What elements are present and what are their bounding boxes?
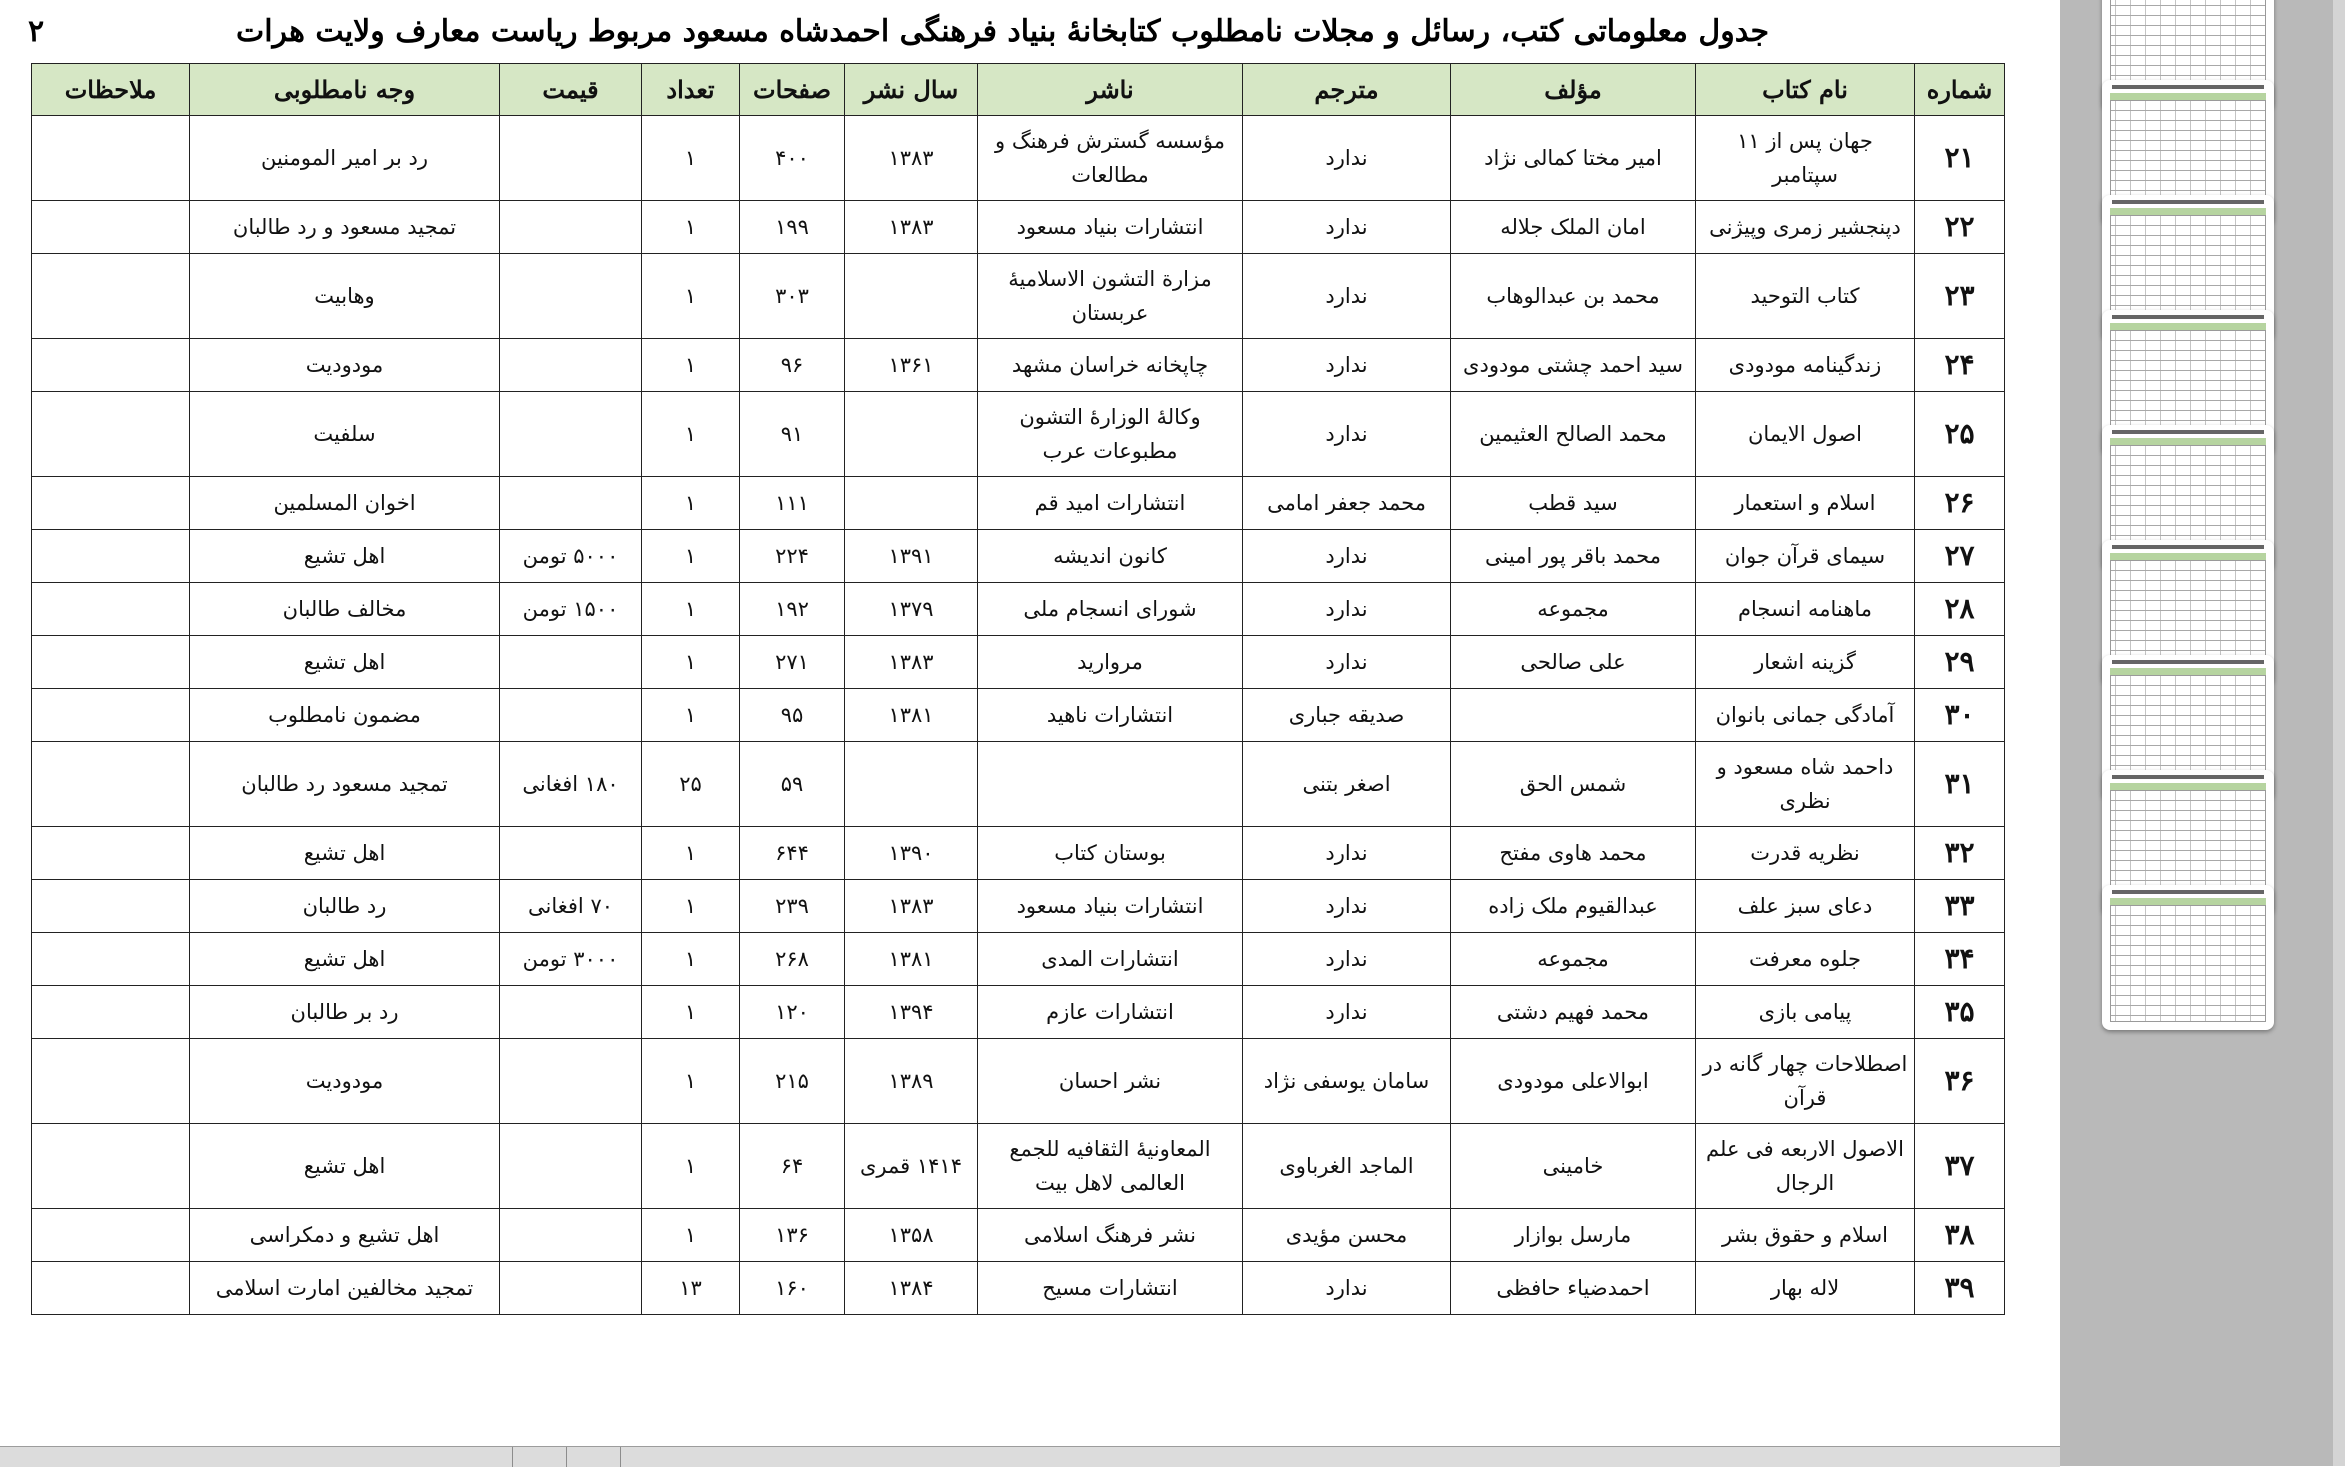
books-table [31, 63, 2005, 1315]
cell-number: ۳۱ [1915, 742, 2005, 827]
cell-publisher: انتشارات بنیاد مسعود [978, 880, 1243, 933]
cell-reason: رد بر طالبان [190, 986, 500, 1039]
table-row [32, 116, 2005, 201]
cell-number: ۲۱ [1915, 116, 2005, 201]
cell-count: ۱ [642, 116, 740, 201]
cell-publisher: چاپخانه خراسان مشهد [978, 339, 1243, 392]
cell-count: ۱ [642, 880, 740, 933]
cell-pages: ۱۶۰ [740, 1262, 845, 1315]
cell-pages: ۱۹۲ [740, 583, 845, 636]
cell-book-name: الاصول الاربعه فی علم الرجال [1696, 1124, 1915, 1209]
cell-author: احمدضیاء حافظی [1451, 1262, 1696, 1315]
cell-pages: ۱۹۹ [740, 201, 845, 254]
page-number: ۲ [28, 14, 45, 49]
header-year: سال نشر [845, 64, 978, 116]
cell-price: ۷۰ افغانی [500, 880, 642, 933]
thumbnail-header-band [2110, 208, 2266, 215]
status-bar [0, 1446, 2060, 1467]
cell-year: ۱۳۸۴ [845, 1262, 978, 1315]
cell-count: ۱ [642, 583, 740, 636]
thumbnail-title-line [2112, 200, 2264, 204]
cell-translator: اصغر بتنی [1243, 742, 1451, 827]
cell-reason: اهل تشیع [190, 933, 500, 986]
cell-pages: ۲۲۴ [740, 530, 845, 583]
cell-notes [32, 392, 190, 477]
cell-pages: ۲۷۱ [740, 636, 845, 689]
cell-reason: اهل تشیع و دمکراسی [190, 1209, 500, 1262]
table-row [32, 254, 2005, 339]
cell-notes [32, 986, 190, 1039]
thumbnail-title-line [2112, 660, 2264, 664]
cell-book-name: اسلام و حقوق بشر [1696, 1209, 1915, 1262]
cell-number: ۳۶ [1915, 1039, 2005, 1124]
cell-author: سید قطب [1451, 477, 1696, 530]
cell-translator: ندارد [1243, 116, 1451, 201]
cell-count: ۱ [642, 477, 740, 530]
cell-reason: اهل تشیع [190, 530, 500, 583]
cell-count: ۱ [642, 339, 740, 392]
cell-reason: اهل تشیع [190, 1124, 500, 1209]
cell-reason: مخالف طالبان [190, 583, 500, 636]
cell-pages: ۲۱۵ [740, 1039, 845, 1124]
cell-notes [32, 689, 190, 742]
cell-count: ۱ [642, 827, 740, 880]
cell-notes [32, 254, 190, 339]
cell-author: شمس الحق [1451, 742, 1696, 827]
cell-pages: ۲۳۹ [740, 880, 845, 933]
table-row [32, 339, 2005, 392]
thumbnail-header-band [2110, 668, 2266, 675]
cell-publisher: انتشارات مسیح [978, 1262, 1243, 1315]
thumbnail-header-band [2110, 323, 2266, 330]
cell-number: ۳۹ [1915, 1262, 2005, 1315]
cell-notes [32, 583, 190, 636]
table-row [32, 477, 2005, 530]
cell-publisher: بوستان کتاب [978, 827, 1243, 880]
cell-publisher: نشر فرهنگ اسلامی [978, 1209, 1243, 1262]
cell-notes [32, 530, 190, 583]
header-pages: صفحات [740, 64, 845, 116]
cell-reason: تمجید مسعود رد طالبان [190, 742, 500, 827]
cell-count: ۱ [642, 1124, 740, 1209]
cell-book-name: دعای سبز علف [1696, 880, 1915, 933]
cell-translator: محمد جعفر امامی [1243, 477, 1451, 530]
cell-translator: محسن مؤیدی [1243, 1209, 1451, 1262]
cell-author: مجموعه [1451, 583, 1696, 636]
cell-author: سید احمد چشتی مودودی [1451, 339, 1696, 392]
cell-price [500, 986, 642, 1039]
cell-notes [32, 1209, 190, 1262]
cell-price [500, 477, 642, 530]
cell-book-name: اسلام و استعمار [1696, 477, 1915, 530]
cell-notes [32, 933, 190, 986]
cell-translator: ندارد [1243, 339, 1451, 392]
cell-book-name: پیامی بازی [1696, 986, 1915, 1039]
cell-author: امان الملک جلاله [1451, 201, 1696, 254]
cell-number: ۳۰ [1915, 689, 2005, 742]
cell-book-name: آمادگی جمانی بانوان [1696, 689, 1915, 742]
table-row [32, 933, 2005, 986]
cell-book-name: جهان پس از ۱۱ سپتامبر [1696, 116, 1915, 201]
page-title: جدول معلوماتی کتب، رسائل و مجلات نامطلوب کتابخانهٔ بنیاد فرهنگی احمدشاه مسعود مربوط ریاست معارف ولایت هرات [235, 14, 1770, 49]
cell-author: محمد هاوی مفتح [1451, 827, 1696, 880]
cell-number: ۲۲ [1915, 201, 2005, 254]
cell-reason: اهل تشیع [190, 827, 500, 880]
cell-publisher: شورای انسجام ملی [978, 583, 1243, 636]
thumbnail-header-band [2110, 438, 2266, 445]
cell-translator: ندارد [1243, 933, 1451, 986]
cell-count: ۱ [642, 392, 740, 477]
cell-year: ۱۳۵۸ [845, 1209, 978, 1262]
header-price: قیمت [500, 64, 642, 116]
header-count: تعداد [642, 64, 740, 116]
cell-price [500, 201, 642, 254]
cell-price [500, 1209, 642, 1262]
cell-publisher: وکالهٔ الوزارهٔ التشون مطبوعات عرب [978, 392, 1243, 477]
cell-price [500, 636, 642, 689]
cell-price: ۵۰۰۰ تومن [500, 530, 642, 583]
cell-author: مجموعه [1451, 933, 1696, 986]
table-row [32, 1124, 2005, 1209]
cell-author: علی صالحی [1451, 636, 1696, 689]
cell-reason: تمجید مخالفین امارت اسلامی [190, 1262, 500, 1315]
cell-book-name: زندگینامه مودودی [1696, 339, 1915, 392]
table-row [32, 1262, 2005, 1315]
cell-translator: الماجد الغرباوی [1243, 1124, 1451, 1209]
cell-reason: مضمون نامطلوب [190, 689, 500, 742]
cell-price [500, 254, 642, 339]
cell-author: محمد فهیم دشتی [1451, 986, 1696, 1039]
cell-number: ۳۷ [1915, 1124, 2005, 1209]
status-divider [620, 1447, 621, 1467]
cell-book-name: دپنجشیر زمری وپیژنی [1696, 201, 1915, 254]
cell-count: ۱ [642, 986, 740, 1039]
cell-book-name: لاله بهار [1696, 1262, 1915, 1315]
cell-price: ۱۸۰ افغانی [500, 742, 642, 827]
cell-publisher: انتشارات المدی [978, 933, 1243, 986]
cell-number: ۲۳ [1915, 254, 2005, 339]
cell-price: ۳۰۰۰ تومن [500, 933, 642, 986]
cell-year: ۱۳۷۹ [845, 583, 978, 636]
cell-reason: اهل تشیع [190, 636, 500, 689]
cell-notes [32, 201, 190, 254]
cell-author: محمد باقر پور امینی [1451, 530, 1696, 583]
cell-publisher [978, 742, 1243, 827]
cell-year: ۱۴۱۴ قمری [845, 1124, 978, 1209]
cell-translator: ندارد [1243, 530, 1451, 583]
cell-reason: وهابیت [190, 254, 500, 339]
cell-count: ۱ [642, 1209, 740, 1262]
cell-notes [32, 636, 190, 689]
cell-price [500, 339, 642, 392]
cell-year: ۱۳۸۹ [845, 1039, 978, 1124]
cell-notes [32, 339, 190, 392]
status-divider [566, 1447, 567, 1467]
thumbnail-header-band [2110, 553, 2266, 560]
thumbnail-table-lines [2110, 905, 2266, 1022]
cell-notes [32, 742, 190, 827]
table-row [32, 530, 2005, 583]
cell-count: ۱ [642, 933, 740, 986]
cell-reason: رد بر امیر المومنین [190, 116, 500, 201]
cell-pages: ۹۱ [740, 392, 845, 477]
thumbnail-title-line [2112, 85, 2264, 89]
cell-author: ابوالاعلی مودودی [1451, 1039, 1696, 1124]
cell-year: ۱۳۸۳ [845, 880, 978, 933]
cell-count: ۱ [642, 530, 740, 583]
cell-number: ۲۹ [1915, 636, 2005, 689]
cell-pages: ۹۵ [740, 689, 845, 742]
cell-pages: ۴۰۰ [740, 116, 845, 201]
header-translator: مترجم [1243, 64, 1451, 116]
thumbnail-title-line [2112, 775, 2264, 779]
table-row [32, 742, 2005, 827]
cell-number: ۳۳ [1915, 880, 2005, 933]
status-divider [512, 1447, 513, 1467]
cell-year: ۱۳۹۰ [845, 827, 978, 880]
table-row [32, 1039, 2005, 1124]
cell-price [500, 1262, 642, 1315]
table-row [32, 636, 2005, 689]
cell-reason: مودودیت [190, 339, 500, 392]
cell-translator: ندارد [1243, 254, 1451, 339]
cell-count: ۱ [642, 201, 740, 254]
table-row [32, 689, 2005, 742]
cell-number: ۲۴ [1915, 339, 2005, 392]
cell-publisher: المعاونیهٔ الثقافیه للجمع العالمی لاهل بیت [978, 1124, 1243, 1209]
cell-count: ۱ [642, 1039, 740, 1124]
cell-pages: ۵۹ [740, 742, 845, 827]
cell-year [845, 477, 978, 530]
cell-year: ۱۳۸۳ [845, 116, 978, 201]
cell-pages: ۶۴۴ [740, 827, 845, 880]
cell-author: محمد الصالح العثیمین [1451, 392, 1696, 477]
cell-notes [32, 116, 190, 201]
cell-number: ۳۸ [1915, 1209, 2005, 1262]
cell-pages: ۱۲۰ [740, 986, 845, 1039]
cell-price [500, 827, 642, 880]
cell-reason: سلفیت [190, 392, 500, 477]
cell-translator: ندارد [1243, 201, 1451, 254]
cell-book-name: اصطلاحات چهار گانه در قرآن [1696, 1039, 1915, 1124]
cell-book-name: نظریه قدرت [1696, 827, 1915, 880]
cell-year: ۱۳۹۱ [845, 530, 978, 583]
cell-author: مارسل بوازار [1451, 1209, 1696, 1262]
header-book-name: نام کتاب [1696, 64, 1915, 116]
cell-translator: صدیقه جباری [1243, 689, 1451, 742]
thumbnail-header-band [2110, 783, 2266, 790]
cell-year [845, 742, 978, 827]
thumbnail-header-band [2110, 898, 2266, 905]
table-row [32, 827, 2005, 880]
cell-count: ۲۵ [642, 742, 740, 827]
cell-number: ۲۵ [1915, 392, 2005, 477]
thumbnail-title-line [2112, 545, 2264, 549]
cell-number: ۳۵ [1915, 986, 2005, 1039]
thumbnail-title-line [2112, 430, 2264, 434]
thumbnail-title-line [2112, 315, 2264, 319]
cell-publisher: انتشارات ناهید [978, 689, 1243, 742]
cell-year [845, 392, 978, 477]
cell-book-name: کتاب التوحید [1696, 254, 1915, 339]
cell-book-name: ماهنامه انسجام [1696, 583, 1915, 636]
cell-number: ۲۸ [1915, 583, 2005, 636]
cell-price [500, 116, 642, 201]
table-row [32, 986, 2005, 1039]
cell-translator: ندارد [1243, 880, 1451, 933]
cell-year: ۱۳۶۱ [845, 339, 978, 392]
cell-author [1451, 689, 1696, 742]
table-row [32, 201, 2005, 254]
header-author: مؤلف [1451, 64, 1696, 116]
cell-publisher: انتشارات امید قم [978, 477, 1243, 530]
cell-notes [32, 1124, 190, 1209]
cell-author: امیر مختا کمالی نژاد [1451, 116, 1696, 201]
cell-reason: رد طالبان [190, 880, 500, 933]
cell-price [500, 392, 642, 477]
table-row [32, 1209, 2005, 1262]
cell-pages: ۳۰۳ [740, 254, 845, 339]
cell-book-name: گزینه اشعار [1696, 636, 1915, 689]
table-header-row [32, 64, 2005, 116]
table-row [32, 880, 2005, 933]
cell-reason: مودودیت [190, 1039, 500, 1124]
cell-notes [32, 477, 190, 530]
cell-translator: ندارد [1243, 636, 1451, 689]
header-publisher: ناشر [978, 64, 1243, 116]
cell-author: محمد بن عبدالوهاب [1451, 254, 1696, 339]
cell-publisher: مزارة التشون الاسلامیهٔ عربستان [978, 254, 1243, 339]
thumbnail-header-band [2110, 93, 2266, 100]
cell-year: ۱۳۸۱ [845, 933, 978, 986]
cell-count: ۱ [642, 689, 740, 742]
cell-year: ۱۳۸۳ [845, 201, 978, 254]
cell-translator: ندارد [1243, 827, 1451, 880]
cell-count: ۱۳ [642, 1262, 740, 1315]
cell-pages: ۱۱۱ [740, 477, 845, 530]
cell-count: ۱ [642, 636, 740, 689]
cell-number: ۳۴ [1915, 933, 2005, 986]
cell-pages: ۶۴ [740, 1124, 845, 1209]
cell-publisher: مؤسسه گسترش فرهنگ و مطالعات [978, 116, 1243, 201]
cell-author: عبدالقیوم ملک زاده [1451, 880, 1696, 933]
cell-reason: تمجید مسعود و رد طالبان [190, 201, 500, 254]
cell-translator: ندارد [1243, 392, 1451, 477]
cell-publisher: نشر احسان [978, 1039, 1243, 1124]
cell-price [500, 689, 642, 742]
cell-number: ۲۷ [1915, 530, 2005, 583]
table-row [32, 583, 2005, 636]
cell-year: ۱۳۸۱ [845, 689, 978, 742]
cell-notes [32, 880, 190, 933]
cell-year [845, 254, 978, 339]
cell-count: ۱ [642, 254, 740, 339]
cell-book-name: سیمای قرآن جوان [1696, 530, 1915, 583]
table-row [32, 392, 2005, 477]
cell-publisher: کانون اندیشه [978, 530, 1243, 583]
thumbnail-title-line [2112, 890, 2264, 894]
cell-year: ۱۳۸۳ [845, 636, 978, 689]
cell-publisher: مروارید [978, 636, 1243, 689]
cell-notes [32, 1039, 190, 1124]
cell-notes [32, 1262, 190, 1315]
page-thumbnails-pane[interactable] [2060, 0, 2345, 1466]
cell-author: خامینی [1451, 1124, 1696, 1209]
header-reason: وجه نامطلوبی [190, 64, 500, 116]
cell-translator: ندارد [1243, 583, 1451, 636]
cell-translator: سامان یوسفی نژاد [1243, 1039, 1451, 1124]
header-notes: ملاحظات [32, 64, 190, 116]
cell-publisher: انتشارات بنیاد مسعود [978, 201, 1243, 254]
header-number: شماره [1915, 64, 2005, 116]
cell-price [500, 1124, 642, 1209]
cell-number: ۲۶ [1915, 477, 2005, 530]
cell-notes [32, 827, 190, 880]
table-body [32, 116, 2005, 1315]
cell-translator: ندارد [1243, 1262, 1451, 1315]
cell-number: ۳۲ [1915, 827, 2005, 880]
cell-pages: ۲۶۸ [740, 933, 845, 986]
cell-price [500, 1039, 642, 1124]
cell-pages: ۹۶ [740, 339, 845, 392]
cell-price: ۱۵۰۰ تومن [500, 583, 642, 636]
cell-translator: ندارد [1243, 986, 1451, 1039]
page-thumbnail[interactable] [2102, 885, 2274, 1030]
cell-book-name: داحمد شاه مسعود و نظری [1696, 742, 1915, 827]
cell-pages: ۱۳۶ [740, 1209, 845, 1262]
thumbnail-scrollbar[interactable] [2333, 0, 2345, 1466]
cell-reason: اخوان المسلمین [190, 477, 500, 530]
cell-year: ۱۳۹۴ [845, 986, 978, 1039]
cell-book-name: جلوه معرفت [1696, 933, 1915, 986]
cell-publisher: انتشارات عازم [978, 986, 1243, 1039]
cell-book-name: اصول الایمان [1696, 392, 1915, 477]
